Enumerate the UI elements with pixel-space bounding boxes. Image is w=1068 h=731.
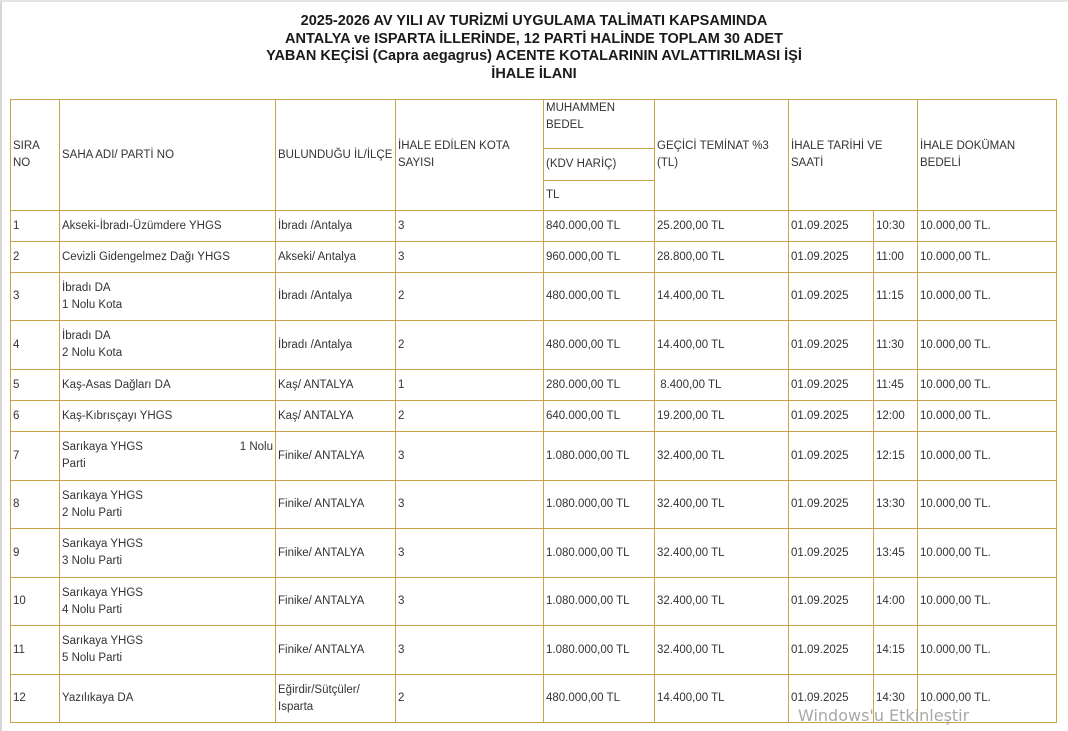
cell-dokuman: 10.000,00 TL. xyxy=(918,211,1057,242)
cell-sira: 1 xyxy=(11,211,60,242)
cell-sira: 11 xyxy=(11,626,60,675)
cell-tarih: 01.09.2025 xyxy=(789,675,874,723)
table-row xyxy=(11,626,1057,675)
cell-tarih: 01.09.2025 xyxy=(789,432,874,481)
tender-table xyxy=(10,99,1057,723)
cell-saat: 14:30 xyxy=(874,675,918,723)
cell-saat: 13:30 xyxy=(874,481,918,529)
cell-kota: 1 xyxy=(396,370,544,401)
cell-il: Akseki/ Antalya xyxy=(276,242,396,273)
cell-saha: Sarıkaya YHGS 2 Nolu Parti xyxy=(60,481,276,529)
cell-muhammen: 960.000,00 TL xyxy=(544,242,655,273)
cell-kota: 3 xyxy=(396,481,544,529)
cell-il: Kaş/ ANTALYA xyxy=(276,370,396,401)
cell-sira: 4 xyxy=(11,321,60,370)
cell-il: İbradı /Antalya xyxy=(276,321,396,370)
cell-tarih: 01.09.2025 xyxy=(789,481,874,529)
cell-tarih: 01.09.2025 xyxy=(789,370,874,401)
cell-sira: 6 xyxy=(11,401,60,432)
header-tarih: İHALE TARİHİ VE SAATİ xyxy=(789,100,918,211)
cell-dokuman: 10.000,00 TL. xyxy=(918,273,1057,321)
cell-teminat: 14.400,00 TL xyxy=(655,321,789,370)
cell-kota: 3 xyxy=(396,626,544,675)
cell-il: Finike/ ANTALYA xyxy=(276,626,396,675)
cell-muhammen: 280.000,00 TL xyxy=(544,370,655,401)
cell-muhammen: 1.080.000,00 TL xyxy=(544,432,655,481)
cell-muhammen: 1.080.000,00 TL xyxy=(544,481,655,529)
cell-tarih: 01.09.2025 xyxy=(789,273,874,321)
cell-kota: 3 xyxy=(396,242,544,273)
table-row xyxy=(11,578,1057,626)
cell-saha: Sarıkaya YHGS 5 Nolu Parti xyxy=(60,626,276,675)
title-line-4: İHALE İLANI xyxy=(491,65,577,82)
cell-tarih: 01.09.2025 xyxy=(789,211,874,242)
cell-teminat: 25.200,00 TL xyxy=(655,211,789,242)
announcement-title xyxy=(0,13,1068,83)
table-row xyxy=(11,370,1057,401)
cell-dokuman: 10.000,00 TL. xyxy=(918,529,1057,578)
cell-il: Finike/ ANTALYA xyxy=(276,578,396,626)
cell-dokuman: 10.000,00 TL. xyxy=(918,401,1057,432)
cell-il: Finike/ ANTALYA xyxy=(276,481,396,529)
cell-saat: 14:15 xyxy=(874,626,918,675)
cell-il: Finike/ ANTALYA xyxy=(276,529,396,578)
cell-saha: İbradı DA 2 Nolu Kota xyxy=(60,321,276,370)
cell-saat: 11:15 xyxy=(874,273,918,321)
cell-teminat: 32.400,00 TL xyxy=(655,481,789,529)
cell-muhammen: 1.080.000,00 TL xyxy=(544,529,655,578)
cell-muhammen: 640.000,00 TL xyxy=(544,401,655,432)
cell-teminat: 32.400,00 TL xyxy=(655,529,789,578)
cell-sira: 5 xyxy=(11,370,60,401)
page-frame-top xyxy=(0,0,1068,2)
cell-teminat: 32.400,00 TL xyxy=(655,578,789,626)
cell-kota: 2 xyxy=(396,401,544,432)
cell-muhammen: 840.000,00 TL xyxy=(544,211,655,242)
cell-dokuman: 10.000,00 TL. xyxy=(918,626,1057,675)
cell-saat: 13:45 xyxy=(874,529,918,578)
cell-saha: Cevizli Gidengelmez Dağı YHGS xyxy=(60,242,276,273)
cell-teminat: 28.800,00 TL xyxy=(655,242,789,273)
header-row xyxy=(11,100,1057,149)
header-kota: İHALE EDİLEN KOTA SAYISI xyxy=(396,100,544,211)
cell-saha: Sarıkaya YHGS 4 Nolu Parti xyxy=(60,578,276,626)
cell-tarih: 01.09.2025 xyxy=(789,578,874,626)
table-row xyxy=(11,432,1057,481)
cell-kota: 3 xyxy=(396,578,544,626)
cell-kota: 2 xyxy=(396,321,544,370)
cell-tarih: 01.09.2025 xyxy=(789,401,874,432)
cell-dokuman: 10.000,00 TL. xyxy=(918,578,1057,626)
cell-tarih: 01.09.2025 xyxy=(789,529,874,578)
cell-saha: Kaş-Asas Dağları DA xyxy=(60,370,276,401)
cell-dokuman: 10.000,00 TL. xyxy=(918,432,1057,481)
windows-activation-watermark: Windows'u Etkinleştir xyxy=(798,706,970,725)
header-muhammen: MUHAMMEN BEDEL xyxy=(544,100,655,149)
header-il: BULUNDUĞU İL/İLÇE xyxy=(276,100,396,211)
cell-il: Eğirdir/Sütçüler/ Isparta xyxy=(276,675,396,723)
cell-saat: 12:15 xyxy=(874,432,918,481)
cell-saat: 11:00 xyxy=(874,242,918,273)
cell-kota: 2 xyxy=(396,273,544,321)
cell-teminat: 14.400,00 TL xyxy=(655,675,789,723)
cell-saat: 11:30 xyxy=(874,321,918,370)
cell-teminat: 8.400,00 TL xyxy=(655,370,789,401)
cell-saha: Akseki-İbradı-Üzümdere YHGS xyxy=(60,211,276,242)
cell-sira: 9 xyxy=(11,529,60,578)
cell-saat: 12:00 xyxy=(874,401,918,432)
cell-sira: 7 xyxy=(11,432,60,481)
cell-tarih: 01.09.2025 xyxy=(789,626,874,675)
cell-teminat: 32.400,00 TL xyxy=(655,432,789,481)
cell-teminat: 32.400,00 TL xyxy=(655,626,789,675)
table-row xyxy=(11,273,1057,321)
cell-il: Kaş/ ANTALYA xyxy=(276,401,396,432)
cell-sira: 10 xyxy=(11,578,60,626)
cell-kota: 3 xyxy=(396,432,544,481)
header-dokuman: İHALE DOKÜMAN BEDELİ xyxy=(918,100,1057,211)
table-row xyxy=(11,401,1057,432)
cell-sira: 2 xyxy=(11,242,60,273)
cell-teminat: 19.200,00 TL xyxy=(655,401,789,432)
cell-saat: 14:00 xyxy=(874,578,918,626)
header-teminat: GEÇİCİ TEMİNAT %3 (TL) xyxy=(655,100,789,211)
cell-saha: Kaş-Kıbrısçayı YHGS xyxy=(60,401,276,432)
cell-saha: Yazılıkaya DA xyxy=(60,675,276,723)
cell-il: İbradı /Antalya xyxy=(276,211,396,242)
cell-saha: Sarıkaya YHGS 1 Nolu Parti xyxy=(60,432,276,481)
cell-muhammen: 1.080.000,00 TL xyxy=(544,578,655,626)
cell-dokuman: 10.000,00 TL. xyxy=(918,370,1057,401)
table-row xyxy=(11,242,1057,273)
table-row xyxy=(11,529,1057,578)
header-kdv: (KDV HARİÇ) xyxy=(544,149,655,181)
cell-sira: 12 xyxy=(11,675,60,723)
title-line-3: YABAN KEÇİSİ (Capra aegagrus) ACENTE KOTALARININ AVLATTIRILMASI İŞİ xyxy=(266,48,802,64)
table-row xyxy=(11,321,1057,370)
title-line-2: ANTALYA ve ISPARTA İLLERİNDE, 12 PARTİ HALİNDE TOPLAM 30 ADET xyxy=(285,30,783,47)
cell-dokuman: 10.000,00 TL. xyxy=(918,481,1057,529)
cell-muhammen: 1.080.000,00 TL xyxy=(544,626,655,675)
header-tl: TL xyxy=(544,181,655,211)
cell-kota: 2 xyxy=(396,675,544,723)
cell-il: İbradı /Antalya xyxy=(276,273,396,321)
cell-saat: 10:30 xyxy=(874,211,918,242)
cell-saat: 11:45 xyxy=(874,370,918,401)
header-saha: SAHA ADI/ PARTİ NO xyxy=(60,100,276,211)
cell-muhammen: 480.000,00 TL xyxy=(544,675,655,723)
cell-dokuman: 10.000,00 TL. xyxy=(918,242,1057,273)
cell-tarih: 01.09.2025 xyxy=(789,321,874,370)
table-row xyxy=(11,211,1057,242)
cell-sira: 8 xyxy=(11,481,60,529)
table-row xyxy=(11,481,1057,529)
cell-teminat: 14.400,00 TL xyxy=(655,273,789,321)
cell-saha: Sarıkaya YHGS 3 Nolu Parti xyxy=(60,529,276,578)
cell-il: Finike/ ANTALYA xyxy=(276,432,396,481)
cell-tarih: 01.09.2025 xyxy=(789,242,874,273)
cell-dokuman: 10.000,00 TL. xyxy=(918,675,1057,723)
title-line-1: 2025-2026 AV YILI AV TURİZMİ UYGULAMA TALİMATI KAPSAMINDA xyxy=(300,13,768,29)
cell-sira: 3 xyxy=(11,273,60,321)
cell-muhammen: 480.000,00 TL xyxy=(544,273,655,321)
header-sira: SIRA NO xyxy=(11,100,60,211)
cell-kota: 3 xyxy=(396,211,544,242)
cell-dokuman: 10.000,00 TL. xyxy=(918,321,1057,370)
cell-kota: 3 xyxy=(396,529,544,578)
page-frame-left xyxy=(0,0,2,731)
cell-saha: İbradı DA 1 Nolu Kota xyxy=(60,273,276,321)
cell-muhammen: 480.000,00 TL xyxy=(544,321,655,370)
